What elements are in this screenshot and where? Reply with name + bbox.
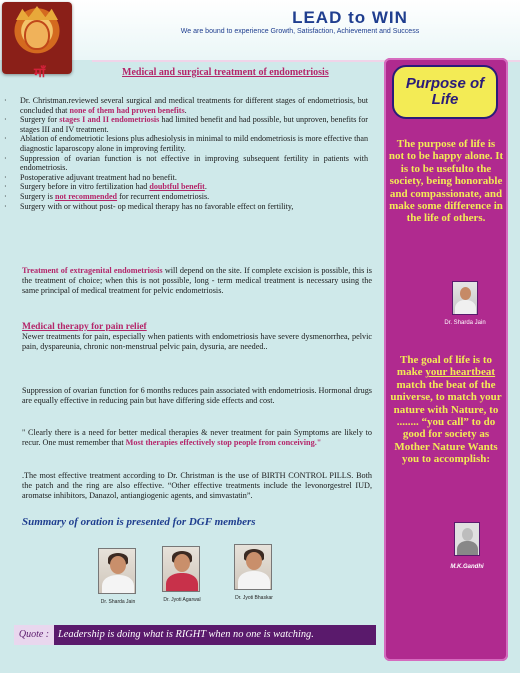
- list-item: · Postoperative adjuvant treatment had no benefit.: [4, 173, 368, 183]
- doctor-caption: Dr. Sharda Jain: [100, 599, 136, 605]
- doctor-photo-3: [234, 544, 274, 601]
- list-item: · Surgery with or without post- op medical therapy has no favorable effect on fertility,: [4, 202, 368, 212]
- list-item: · Ablation of endometriotic lesions plus adhesiolysis in minimal to mild endometriosis is more effective than diagnostic laparoscopy alone in improving fertility.: [4, 134, 368, 153]
- extragenital-paragraph: Treatment of extragenital endometriosis will depend on the site. If complete excision is possible, this is the treatment of choice; when this is not possible, long - term medical treatment is necessary using the same principal of medical treatment for pelvic endometriosis.: [22, 266, 372, 295]
- pain-relief-section: [22, 322, 372, 352]
- doctor-caption: Dr. Jyoti Agarwal: [163, 597, 201, 603]
- crown-shape: [16, 6, 58, 20]
- pain-relief-text: Newer treatments for pain, especially when patients with endometriosis have severe dysmenorrhea, pelvic pain, dyspareunia, chronic non-menstrual pelvic pain, dysuria, are needed..: [22, 332, 372, 351]
- author-photo: [452, 281, 478, 315]
- doctor-caption: Dr. Jyoti Bhaskar: [235, 595, 273, 601]
- list-item: · Surgery is not recommended for recurrent endometriosis.: [4, 192, 368, 202]
- face-shape: [24, 20, 50, 50]
- purpose-text: The purpose of life is not to be happy alone. It is to be usefulto the society, being honorable and compassionate, and make some difference in the life of others.: [388, 138, 504, 225]
- findings-list: [4, 96, 368, 211]
- article-title: Medical and surgical treatment of endometriosis: [122, 67, 329, 78]
- goal-text: The goal of life is to make your heartbeat match the beat of the universe, to match your nature with Nature, to ........ “you call” to do good for society as Mother Nature Wants you to accomplish:: [390, 354, 502, 466]
- quote-label: Quote :: [14, 625, 54, 645]
- list-item: · Dr. Christman.reviewed several surgical and medical treatments for different stages of endometriosis, but concluded that none of them had proven benefits.: [4, 96, 368, 115]
- pain-relief-heading: Medical therapy for pain relief: [22, 322, 147, 332]
- doctor-photo-1: [98, 548, 138, 605]
- list-item: · Surgery before in vitro fertilization had doubtful benefit.: [4, 182, 368, 192]
- conceiving-highlight: Most therapies effectively stop people from conceiving.": [125, 438, 322, 447]
- brand-title: [220, 8, 480, 28]
- clearly-paragraph: " Clearly there is a need for better medical therapies & never treatment for pain Symptoms are likely to recur. One must remember that Most therapies effectively stop people from conceiving.": [22, 428, 372, 447]
- extragenital-lead: Treatment of extragenital endometriosis: [22, 266, 163, 275]
- portrait-caption: माँ: [34, 66, 46, 81]
- brand-tagline: We are bound to experience Growth, Satisfaction, Achievement and Success: [180, 28, 420, 35]
- quote-text: Leadership is doing what is RIGHT when no one is watching.: [58, 629, 314, 640]
- gandhi-photo: [454, 522, 480, 556]
- gandhi-caption: M.K.Gandhi: [450, 564, 484, 570]
- effective-treatment-paragraph: .The most effective treatment according to Dr. Christman is the use of BIRTH CONTROL PILLS. Both the patch and the ring are also effective. “Other effective treatments include the levonorgestrel IUD, aromatse inhibitors, Danazol, antiangiogenic agents, and simvastatin”.: [22, 471, 372, 500]
- suppression-paragraph: Suppression of ovarian function for 6 months reduces pain associated with endometriosis. Hormonal drugs are equally effective in reducing pain but have differing side effects and cost.: [22, 386, 372, 405]
- sidebar-title: Purpose of Life: [392, 65, 498, 119]
- brand-win: WIN: [371, 8, 408, 27]
- author-caption: Dr. Sharda Jain: [444, 320, 486, 326]
- brand-lead: LEAD to: [292, 8, 372, 27]
- list-item: · Suppression of ovarian function is not effective in improving subsequent fertility in patients with endometriosis.: [4, 154, 368, 173]
- list-item: · Surgery for stages I and II endometriosis had limited benefit and had possible, but unproven, benefits for stages III and IV treatment.: [4, 115, 368, 134]
- summary-heading: Summary of oration is presented for DGF members: [22, 516, 256, 528]
- doctor-photo-2: [162, 546, 202, 603]
